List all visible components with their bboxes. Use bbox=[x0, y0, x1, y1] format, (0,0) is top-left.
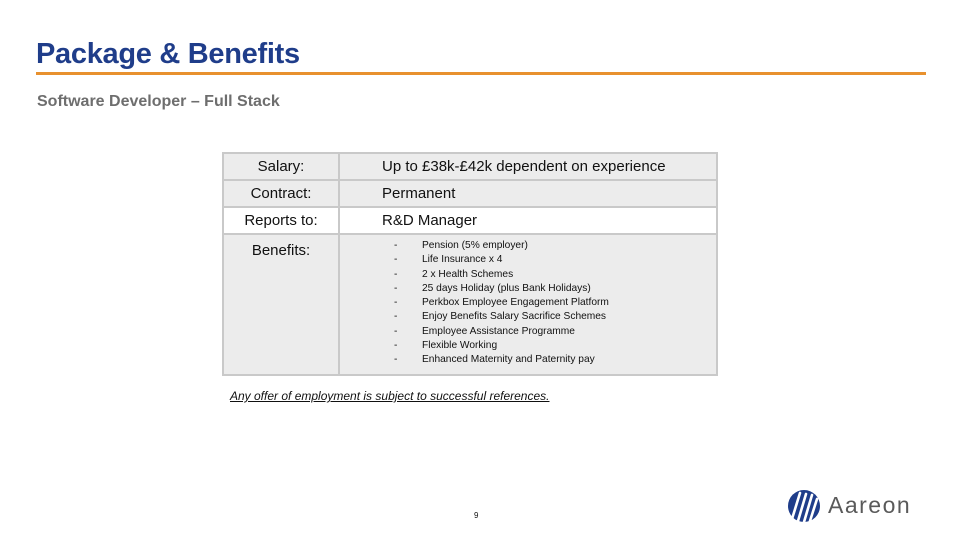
title-underline bbox=[36, 72, 926, 75]
list-item: - Life Insurance x 4 bbox=[394, 254, 503, 266]
list-item: - 2 x Health Schemes bbox=[394, 268, 514, 280]
list-item: - Perkbox Employee Engagement Platform bbox=[394, 297, 609, 309]
page-title: Package & Benefits bbox=[36, 38, 300, 70]
list-item: - 25 days Holiday (plus Bank Holidays) bbox=[394, 282, 591, 294]
list-item: - Enjoy Benefits Salary Sacrifice Schemes bbox=[394, 311, 607, 323]
table-row-reports-to bbox=[223, 207, 717, 234]
list-item: - Pension (5% employer) bbox=[394, 240, 528, 251]
benefits-cell bbox=[339, 234, 717, 375]
list-item: - Flexible Working bbox=[394, 340, 498, 352]
page-subtitle: Software Developer – Full Stack bbox=[37, 93, 280, 110]
benefits-label: Benefits: bbox=[223, 234, 339, 375]
benefits-list bbox=[382, 239, 716, 368]
contract-value: Permanent bbox=[339, 180, 717, 207]
reports-to-value: R&D Manager bbox=[339, 207, 717, 234]
references-note: Any offer of employment is subject to successful references. bbox=[230, 389, 550, 403]
logo-wordmark: Aareon bbox=[828, 492, 912, 518]
company-logo bbox=[786, 489, 930, 523]
table-row-benefits bbox=[223, 234, 717, 375]
page-number: 9 bbox=[474, 511, 479, 520]
table-row-contract bbox=[223, 180, 717, 207]
aareon-stripes-logo-icon bbox=[786, 489, 822, 523]
reports-to-label: Reports to: bbox=[223, 207, 339, 234]
list-item: - Enhanced Maternity and Paternity pay bbox=[394, 354, 595, 366]
table-row-salary bbox=[223, 153, 717, 180]
salary-label: Salary: bbox=[223, 153, 339, 180]
contract-label: Contract: bbox=[223, 180, 339, 207]
salary-value: Up to £38k-£42k dependent on experience bbox=[339, 153, 717, 180]
list-item: - Employee Assistance Programme bbox=[394, 325, 575, 337]
package-table bbox=[222, 152, 718, 376]
